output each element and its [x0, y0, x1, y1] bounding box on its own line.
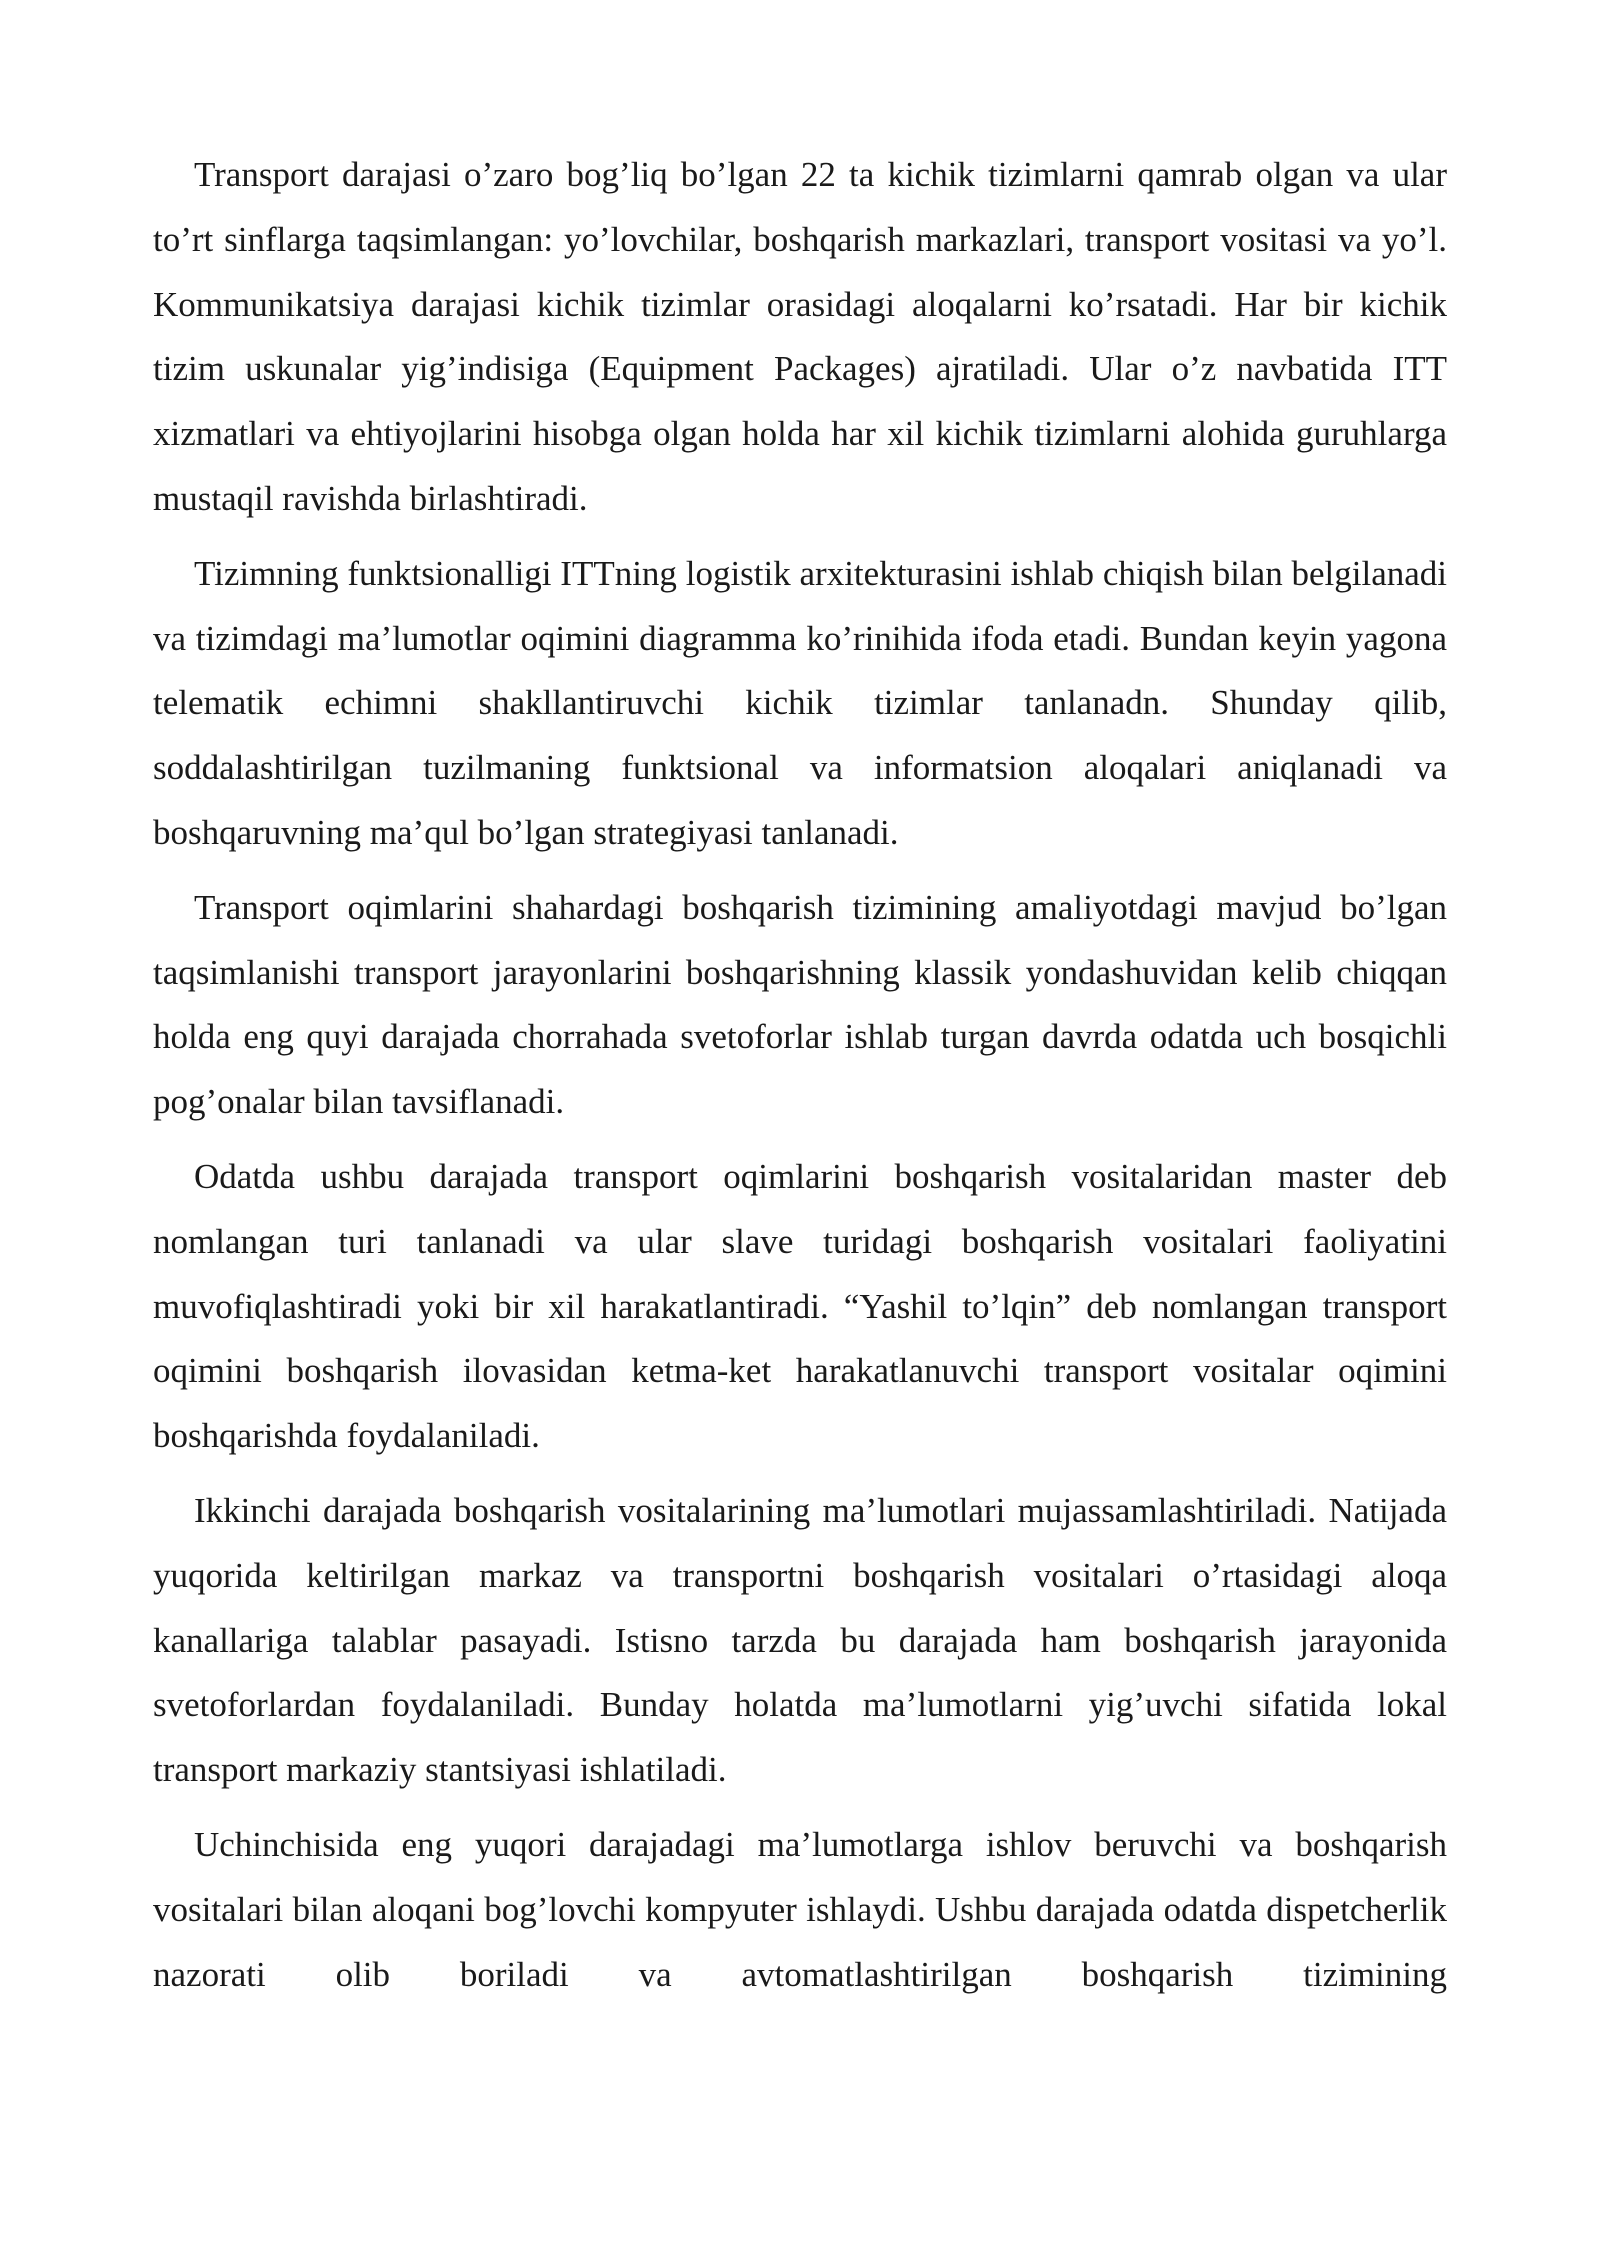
paragraph-3: Transport oqimlarini shahardagi boshqarish tizimining amaliyotdagi mavjud bo’lgan taqsimlanishi transport jarayonlarini boshqarishning klassik yondashuvidan kelib chiqqan holda eng quyi darajada chorrahada svetoforlar ishlab turgan davrda odatda uch bosqichli pog’onalar bilan tavsiflanadi.	[153, 887, 1447, 1122]
paragraph-4: Odatda ushbu darajada transport oqimlarini boshqarish vositalaridan master deb nomlangan turi tanlanadi va ular slave turidagi boshqarish vositalari faoliyatini muvofiqlashtiradi yoki bir xil harakatlantiradi. “Yashil to’lqin” deb nomlangan transport oqimini boshqarish ilovasidan ketma-ket harakatlanuvchi transport vositalar oqimini boshqarishda foydalaniladi.	[153, 1156, 1447, 1456]
paragraph-2: Tizimning funktsionalligi ITTning logistik arxitekturasini ishlab chiqish bilan belgilanadi va tizimdagi ma’lumotlar oqimini diagramma ko’rinihida ifoda etadi. Bundan keyin yagona telematik echimni shakllantiruvchi kichik tizimlar tanlanadn. Shunday qilib, soddalashtirilgan tuzilmaning funktsional va informatsion aloqalari aniqlanadi va boshqaruvning ma’qul bo’lgan strategiyasi tanlanadi.	[153, 553, 1447, 852]
paragraph-1: Transport darajasi o’zaro bog’liq bo’lgan 22 ta kichik tizimlarni qamrab olgan va ular to’rt sinflarga taqsimlangan: yo’lovchilar, boshqarish markazlari, transport vositasi va yo’l. Kommunikatsiya darajasi kichik tizimlar orasidagi aloqalarni ko’rsatadi. Har bir kichik tizim uskunalar yig’indisiga (Equipment Packages) ajratiladi. Ular o’z navbatida ITT xizmatlari va ehtiyojlarini hisobga olgan holda har xil kichik tizimlarni alohida guruhlarga mustaqil ravishda birlashtiradi.	[153, 155, 1447, 518]
paragraph-6: Uchinchisida eng yuqori darajadagi ma’lumotlarga ishlov beruvchi va boshqarish vositalari bilan aloqani bog’lovchi kompyuter ishlaydi. Ushbu darajada odatda dispetcherlik nazorati olib boriladi va avtomatlashtirilgan boshqarish tizimining	[153, 1824, 1447, 1994]
paragraph-5: Ikkinchi darajada boshqarish vositalarining ma’lumotlari mujassamlashtiriladi. Natijada yuqorida keltirilgan markaz va transportni boshqarish vositalari o’rtasidagi aloqa kanallariga talablar pasayadi. Istisno tarzda bu darajada ham boshqarish jarayonida svetoforlardan foydalaniladi. Bunday holatda ma’lumotlarni yig’uvchi sifatida lokal transport markaziy stantsiyasi ishlatiladi.	[153, 1490, 1447, 1790]
body-text	[153, 143, 1447, 2017]
